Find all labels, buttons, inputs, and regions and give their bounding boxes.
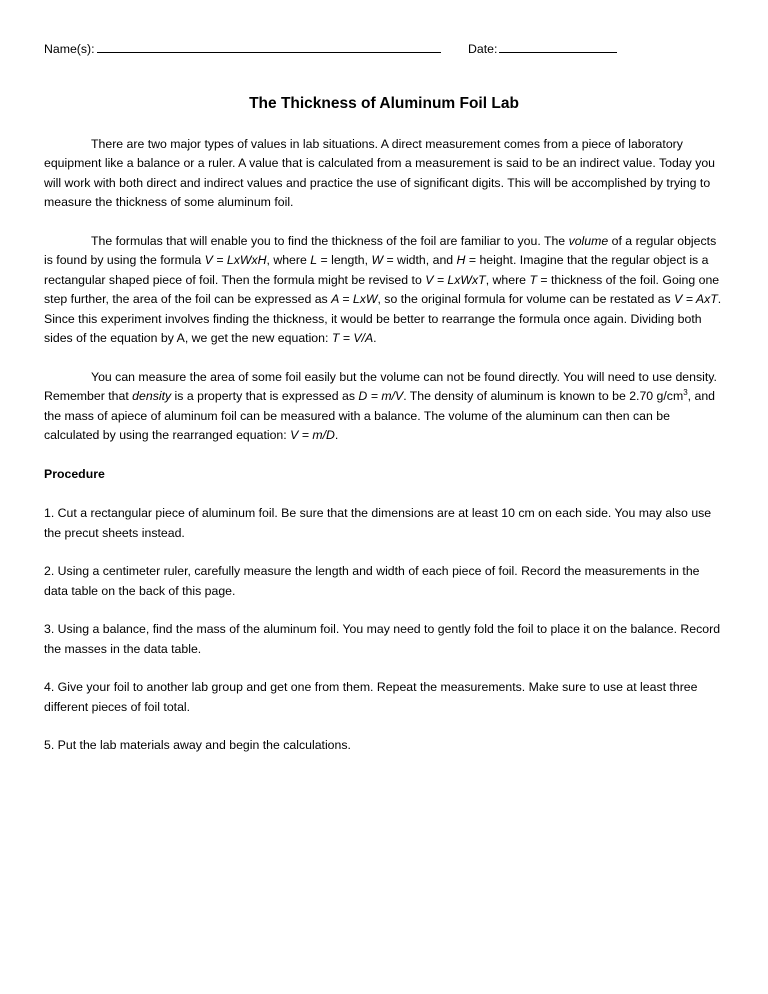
procedure-step: 2. Using a centimeter ruler, carefully measure the length and width of each piece of foil. Record the measurements in the data table on the back of this page. bbox=[44, 564, 700, 598]
procedure-step: 1. Cut a rectangular piece of aluminum foil. Be sure that the dimensions are at least 10 cm on each side. You may also use the precut sheets instead. bbox=[44, 506, 712, 540]
header-row bbox=[44, 40, 724, 60]
procedure-step: 4. Give your foil to another lab group and get one from them. Repeat the measurements. Make sure to use at least three different pieces of foil total. bbox=[44, 680, 698, 714]
date-field bbox=[468, 40, 617, 60]
name-field bbox=[44, 40, 468, 60]
page-title: The Thickness of Aluminum Foil Lab bbox=[249, 94, 519, 112]
procedure-title: Procedure bbox=[44, 466, 105, 481]
density-paragraph: You can measure the area of some foil easily but the volume can not be found directly. You will need to use density. Remember that density is a property that is expressed as D = m/V. The density of aluminum is known to be 2.70 $g/cm^3$, and the mass of apiece of aluminum foil can be measured with a balance. The volume of the aluminum can then can be calculated by using the rearranged equation: V = m/D. bbox=[44, 369, 717, 442]
intro-paragraph: There are two major types of values in lab situations. A direct measurement comes from a piece of laboratory equipment like a balance or a ruler. A value that is calculated from a measurement is said to be an indirect value. Today you will work with both direct and indirect values and practice the use of significant digits. This will be accomplished by trying to measure the thickness of some aluminum foil. bbox=[44, 136, 716, 209]
procedure-step: 3. Using a balance, find the mass of the aluminum foil. You may need to gently fold the foil to place it on the balance. Record the masses in the data table. bbox=[44, 622, 721, 656]
name-blank-line[interactable] bbox=[97, 40, 441, 53]
date-blank-line[interactable] bbox=[499, 40, 617, 53]
worksheet-page bbox=[44, 40, 724, 775]
date-label: Date: bbox=[468, 42, 498, 56]
name-label: Name(s): bbox=[44, 42, 95, 56]
procedure-step: 5. Put the lab materials away and begin the calculations. bbox=[44, 738, 351, 752]
formulas-paragraph: The formulas that will enable you to find the thickness of the foil are familiar to you. The volume of a regular objects is found by using the formula V = LxWxH, where L = length, W = width, and H = height. Imagine that the regular object is a rectangular shaped piece of foil. Then the formula might be revised to V = LxWxT, where T = thickness of the foil. Going one step further, the area of the foil can be expressed as A = LxW, so the original formula for volume can be restated as V = AxT. Since this experiment involves finding the thickness, it would be better to rearrange the formula once again. Dividing both sides of the equation by A, we get the new equation: T = V/A. bbox=[44, 233, 722, 345]
